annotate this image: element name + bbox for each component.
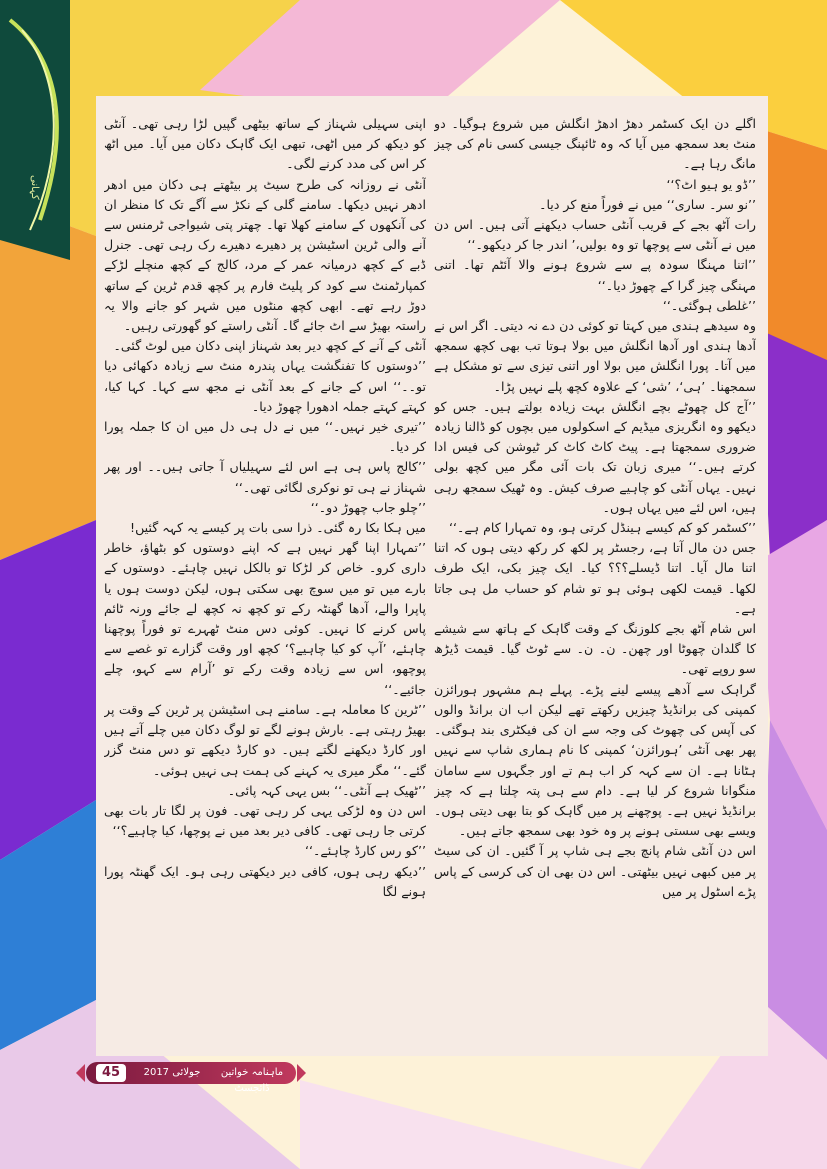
paragraph: ’’ٹھیک ہے آنٹی۔‘‘ بس یہی کہہ پائی۔	[227, 782, 426, 798]
paragraph: ’’نو سر۔ ساری‘‘ میں نے فوراً منع کر دیا۔	[539, 196, 756, 212]
paragraph: اس شام آٹھ بجے کلوزنگ کے وقت گاہک کے ہاتھ سے شیشے کا گلدان چھوٹا اور چھن۔ ن۔ ن۔ سے ٹوٹ گیا۔ قیمت ڈیڑھ سو روپے تھی۔	[434, 621, 756, 677]
paragraph: ’’تیری خیر نہیں۔‘‘ میں نے دل ہی دل میں ان کا جملہ پورا کر دیا۔	[104, 419, 426, 455]
article-column-left	[104, 114, 426, 1044]
paragraph: اس دن وہ لڑکی یہی کر رہی تھی۔ فون پر لگا تار بات بھی کرتی جا رہی تھی۔ کافی دیر بعد میں نے پوچھا، کیا چاہیے؟‘‘	[104, 802, 426, 839]
article-column-right	[434, 114, 756, 1044]
paragraph: اس دن آنٹی شام پانچ بجے ہی شاپ پر آ گئیں۔ ان کی سیٹ پر میں کبھی نہیں بیٹھتی۔ اس دن بھی ان کی کرسی کے پاس پڑے اسٹول پر میں	[434, 843, 756, 899]
paragraph: ’’ڈو یو ہیو اٹ؟‘‘	[666, 176, 756, 192]
paragraph: رات آٹھ بجے کے قریب آنٹی حساب دیکھنے آتی ہیں۔ اس دن میں نے آنٹی سے پوچھا تو وہ بولیں،’ اندر جا کر دیکھو۔‘‘	[434, 217, 756, 253]
paragraph: ’’تمہارا اپنا گھر نہیں ہے کہ اپنے دوستوں کو بٹھاؤ، خاطر داری کرو۔ خاص کر لڑکا تو بالکل نہیں چاہئے۔ دوستوں کے بارے میں تو میں سوچ بھی سکتی ہوں، لیکن دوست ہوں یا پاپرا والے، آدھا گھنٹہ رکے تو کچھ نہ کچھ لے جائے ورنہ ٹائم پاس کرنے کا نہیں۔ کوئی دس منٹ ٹھہرے تو فوراً پوچھنا چاہئے، ’آپ کو کیا چاہیے؟‘ کچھ اور وقت گزارے تو غصے سے پوچھو، اس سے زیادہ وقت رکے تو ’آرام سے کہو، چلے جائیے۔‘‘	[104, 540, 426, 697]
paragraph: اپنی سہیلی شہناز کے ساتھ بیٹھی گپیں لڑا رہی تھی۔ آنٹی کو دیکھ کر میں اٹھی، تبھی ایک گاہک دکان میں آیا۔ میں اٹھ کر اس کی مدد کرنے لگی۔	[104, 116, 426, 172]
paragraph: وہ سیدھے ہندی میں کہتا تو کوئی دن دے نہ دیتی۔ اگر اس نے آدھا ہندی اور آدھا انگلش میں بولا ہوتا تب بھی کچھ سمجھ میں آتا۔ پورا انگلش میں بولا اور اتنی تیزی سے تو مشکل ہے سمجھنا۔ ’ہی‘، ’شی‘ کے علاوہ کچھ پلے نہیں پڑا۔	[434, 318, 756, 394]
paragraph: آنٹی کے آنے کے کچھ دیر بعد شہناز اپنی دکان میں لوٹ گئی۔	[113, 338, 426, 354]
paragraph: گراہک سے آدھے پیسے لینے پڑے۔ پہلے ہم مشہور ہورائزن کمپنی کی برانڈیڈ چیزیں رکھتے تھے لیکن اب ان برانڈ والوں کی آپس کی چھوٹ کی وجہ سے ان کی فیکٹری بند ہوگئی۔ پھر بھی آنٹی ’ہورائزن‘ کمپنی کا نام ہماری شاپ سے نہیں ہٹانا ہے۔ ان سے کہہ کر اب ہم تے اور جگہوں سے سامان منگوانا شروع کر لیا ہے۔ دام سے ہی پتہ چلتا ہے کہ چیز برانڈیڈ نہیں ہے۔ پوچھنے پر میں گاہک کو بتا بھی دیتی ہوں۔ ویسے بھی سستی ہونے پر وہ خود بھی سمجھ جاتے ہیں۔	[434, 681, 756, 839]
paragraph: ’’اتنا مہنگا سودہ پے سے شروع ہونے والا آئٹم تھا۔ اتنی مہنگی چیز گرا کے چھوڑ دیا۔‘‘	[434, 257, 756, 293]
magazine-name: ماہنامہ خواتین ڈائجسٹ	[220, 1067, 284, 1094]
chevron-left-icon	[76, 1064, 85, 1082]
issue-date: جولائی 2017	[143, 1067, 201, 1078]
paragraph: اگلے دن ایک کسٹمر دھڑ ادھڑ انگلش میں شروع ہوگیا۔ دو منٹ بعد سمجھ میں آیا کہ وہ ٹائپنگ جیسی کسی نام کی چیز مانگ رہا ہے۔	[434, 116, 756, 172]
paragraph: ’’دوستوں کا تفنگشت یہاں پندرہ منٹ سے زیادہ دکھائی دیا تو۔۔‘‘ اس کے جانے کے بعد آنٹی نے مجھ سے کہا۔ کہا کیا، کہتے کہتے جملہ ادھورا چھوڑ دیا۔	[104, 358, 426, 414]
paragraph: ’’کالج پاس ہی ہے اس لئے سہیلیاں آ جاتی ہیں۔۔ اور پھر شہناز نے ہی تو نوکری لگائی تھی۔‘‘	[104, 459, 426, 495]
paragraph: ’’دیکھ رہی ہوں، کافی دیر دیکھتی رہی ہو۔ ایک گھنٹہ پورا ہونے لگا	[104, 863, 426, 899]
paragraph: ’’چلو جاب چھوڑ دو۔‘‘	[310, 499, 426, 515]
paragraph: ’’کو رس کارڈ چاہئے۔‘‘	[304, 843, 426, 859]
chevron-right-icon	[297, 1064, 306, 1082]
paragraph: میں ہکا بکا رہ گئی۔ ذرا سی بات پر کیسے یہ کہہ گئیں!	[130, 520, 426, 536]
side-section-label: کہانی	[29, 175, 40, 200]
paragraph: ’’آج کل چھوٹے بچے انگلش بہت زیادہ بولتے ہیں۔ جس کو دیکھو وہ انگریزی میڈیم کے اسکولوں میں بچوں کو ڈالنا زیادہ ضروری سمجھتا ہے۔ پیٹ کاٹ کاٹ کر ٹیوشن کی فیس ادا کرتے ہیں۔‘‘ میری زبان تک بات آئی مگر میں کچھ بولی نہیں۔ یہاں آنٹی کو چاہیے صرف کیش۔ وہ ٹھیک سمجھ رہی ہیں، اس لئے میں یہاں ہوں۔	[434, 398, 756, 515]
paragraph: ’’کسٹمر کو کم کیسے ہینڈل کرتی ہو، وہ تمہارا کام ہے۔‘‘	[448, 520, 756, 536]
paragraph: آنٹی نے روزانہ کی طرح سیٹ پر بیٹھتے ہی دکان میں ادھر ادھر نہیں دیکھا۔ سامنے گلی کے نکڑ سے آگے تک کا منظر ان کی آنکھوں کے سامنے کھلا تھا۔ چھتر پتی شیواجی ٹرمنس سے آنے والی ٹرین اسٹیشن پر دھیرے دھیرے رک رہی تھی۔ جنرل ڈبے کے کچھ درمیانہ عمر کے مرد، کالج کے کچھ منچلے لڑکے کمپارٹمنٹ سے کود کر پلیٹ فارم پر کچھ قدم ٹرین کے ساتھ دوڑ رہے تھے۔ ابھی کچھ منٹوں میں شہر کو جانے والا یہ راستہ بھیڑ سے اٹ جائے گا۔ آنٹی راستے کو گھورتی رہیں۔	[104, 176, 426, 334]
page-number: 45	[96, 1064, 126, 1082]
paragraph: جس دن مال آتا ہے، رجسٹر پر لکھ کر رکھ دیتی ہوں کہ اتنا اتنا مال آیا۔ اتنا ڈیسلے؟؟؟ کیا۔ ایک چیز بکی، ایک طرف لکھا۔ قیمت لکھی ہوئی ہو تو شام کو حساب مل ہی جاتا ہے۔	[434, 540, 756, 616]
paragraph: ’’غلطی ہوگئی۔‘‘	[662, 297, 756, 313]
page-footer	[86, 1062, 296, 1094]
paragraph: ’’ٹرین کا معاملہ ہے۔ سامنے ہی اسٹیشن پر ٹرین کے وقت پر بھیڑ رہتی ہے۔ بارش ہونے لگے تو لوگ دکان میں چلے آتے ہیں اور کارڈ دیکھنے لگتے ہیں۔ دو کارڈ دیکھے تو دس منٹ گزر گئے۔‘‘ مگر میری یہ کہنے کی ہمت ہی نہیں ہوئی۔	[104, 701, 426, 778]
